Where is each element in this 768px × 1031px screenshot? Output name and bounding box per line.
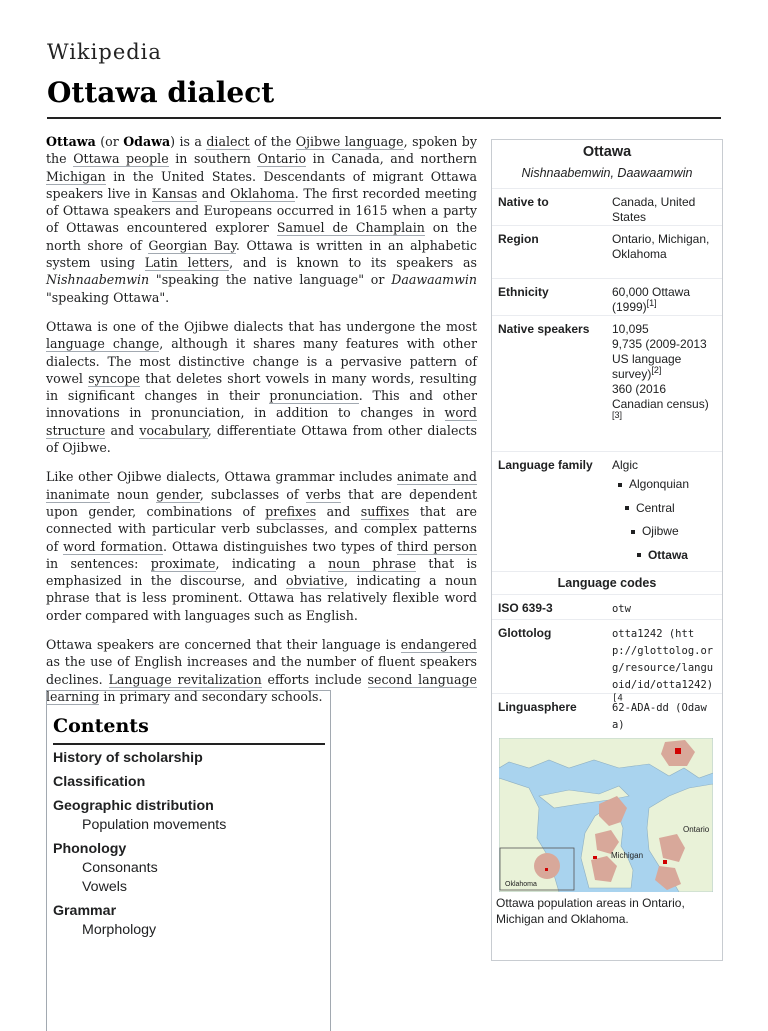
speakers-us [612, 337, 718, 382]
paragraph-grammar: Like other Ojibwe dialects, Ottawa grammar includes animate and inanimate noun gender, subclasses of verbs that are dependent upon gender, combinations of prefixes and suffixes that are connected with particular verb subclasses, and complex patterns of word formation. Ottawa distinguishes two types of third person in sentences: proximate, indicating a noun phrase that is emphasized in the discourse, and obviative, indicating a noun phrase that is less prominent. Ottawa has relatively flexible word order compared with languages such as English. [46, 469, 478, 623]
page-title: Ottawa dialect [47, 76, 275, 109]
article-link[interactable]: suffixes [360, 503, 410, 519]
infobox-row-glottolog [492, 620, 722, 704]
article-link[interactable]: obviative [286, 573, 344, 589]
paragraph-intro: Ottawa (or Odawa) is a dialect of the Ojibwe language, spoken by the Ottawa people in southern Ontario in Canada, and northern Michigan in the United States. Descendants of migrant Ottawa speakers live in Kansas and Oklahoma. The first recorded meeting of Ottawa speakers and Europeans occurred in 1615 when a party of Ottawas encountered explorer Samuel de Champlain on the north shore of Georgian Bay. Ottawa is written in an alphabetic system using Latin letters, and is known to its speakers as Nishnaabemwin "speaking the native language" or Daawaamwin "speaking Ottawa". [46, 134, 478, 305]
map-label-michigan: Michigan [611, 851, 644, 860]
article-link[interactable]: third person [397, 538, 478, 554]
family-tree-item[interactable] [612, 520, 718, 544]
toc-item[interactable]: Geographic distribution [53, 798, 214, 814]
map-caption: Ottawa population areas in Ontario, Michigan and Oklahoma. [496, 896, 685, 926]
article-link[interactable]: gender [156, 486, 200, 502]
language-codes-header: Language codes [492, 572, 722, 595]
article-link[interactable]: endangered [400, 637, 477, 653]
article-link[interactable]: word formation [63, 538, 164, 554]
infobox-label: ISO 639-3 [498, 601, 553, 615]
speakers-canada-text: 360 (2016 Canadian census) [611, 382, 709, 411]
map-label-ontario: Ontario [683, 825, 710, 834]
article-link[interactable]: noun phrase [328, 555, 417, 571]
infobox-label: Linguasphere [498, 700, 577, 714]
family-tree [612, 473, 718, 567]
infobox-label: Native to [498, 195, 549, 209]
speaker-marker [545, 868, 548, 871]
infobox-row-native-speakers [492, 316, 722, 452]
article-link[interactable]: Language revitalization [108, 671, 262, 687]
infobox-value[interactable] [608, 620, 722, 704]
article-link[interactable]: Ojibwe language [295, 134, 404, 149]
infobox-row-iso [492, 595, 722, 620]
infobox-row-region [492, 226, 722, 279]
paragraph-language-change: Ottawa is one of the Ojibwe dialects that has undergone the most language change, although it shares many features with other dialects. The most distinctive change is a pervasive pattern of vowel syncope that deletes short vowels in many words, resulting in significant changes in their pronunciation. This and other innovations in pronunciation, in addition to changes in word structure and vocabulary, differentiate Ottawa from other dialects of Ojibwe. [46, 318, 477, 456]
glottolog-text[interactable]: otta1242 (http://glottolog.org/resource/languoid/id/otta1242) [611, 628, 714, 691]
infobox-subtitle: Nishnaabemwin, Daawaamwin [492, 164, 722, 189]
article-link[interactable]: Oklahoma [230, 185, 295, 201]
reference-link[interactable]: [2] [651, 365, 662, 375]
article-link[interactable]: pronunciation [269, 388, 359, 404]
infobox-value [608, 316, 722, 451]
wikipedia-logo[interactable]: Wikipedia [47, 40, 162, 64]
reference-link[interactable]: [3] [611, 410, 622, 420]
toc-divider [53, 743, 325, 745]
article-link[interactable]: vocabulary [139, 422, 208, 438]
reference-link[interactable]: [1] [646, 298, 657, 308]
infobox-value: 62-ADA-dd (Odawa) [611, 702, 707, 731]
article-link[interactable]: language change [46, 336, 160, 352]
infobox-title: Ottawa [582, 144, 632, 160]
population-map[interactable] [499, 738, 713, 892]
infobox-row-native-to [492, 189, 722, 226]
infobox-value [608, 279, 722, 315]
family-tree-label[interactable]: Ojibwe [641, 524, 679, 538]
infobox-row-linguasphere [492, 694, 722, 736]
map-label-oklahoma: Oklahoma [505, 881, 537, 888]
family-tree-item[interactable] [612, 497, 718, 521]
toc-item[interactable]: Classification [53, 774, 146, 790]
infobox-row-language-family [492, 452, 722, 572]
article-link[interactable]: Latin letters [144, 255, 230, 271]
article-body [46, 133, 477, 717]
infobox-row-ethnicity [492, 279, 722, 316]
toc-item[interactable]: Phonology [53, 841, 127, 857]
article-link[interactable]: Ottawa people [73, 151, 169, 167]
speaker-area [534, 853, 560, 879]
article-link[interactable]: Ontario [257, 151, 307, 167]
toc-item[interactable]: Grammar [53, 903, 117, 919]
article-link[interactable]: proximate [150, 555, 216, 571]
speaker-marker [593, 856, 597, 859]
article-link[interactable]: verbs [305, 486, 341, 502]
speaker-marker [663, 860, 667, 864]
infobox-value[interactable]: Canada, United States [611, 195, 696, 224]
article-link[interactable]: dialect [206, 134, 250, 149]
reference-link[interactable]: [4 [611, 693, 623, 704]
article-link[interactable]: prefixes [265, 503, 317, 519]
article-link[interactable]: animate and inanimate [46, 469, 477, 502]
infobox-value[interactable]: Ontario, Michigan, Oklahoma [611, 232, 710, 261]
toc-item[interactable]: History of scholarship [53, 750, 203, 766]
family-tree-item[interactable] [612, 473, 718, 497]
family-tree-item [612, 544, 718, 568]
article-link[interactable]: word structure [46, 405, 477, 438]
article-link[interactable]: syncope [88, 370, 140, 386]
bullet-icon [625, 506, 629, 510]
article-link[interactable]: second language learning [46, 671, 477, 704]
infobox [491, 139, 723, 961]
toc-subitem[interactable]: Vowels [82, 879, 127, 895]
infobox-label: Language family [498, 458, 593, 472]
ethnicity-text: 60,000 Ottawa (1999) [611, 285, 691, 314]
bold-term: Odawa [123, 134, 171, 149]
infobox-label: Native speakers [498, 322, 590, 336]
family-root[interactable]: Algic [611, 458, 638, 472]
bold-term: Ottawa [46, 134, 96, 149]
article-link[interactable]: Samuel de Champlain [276, 220, 425, 236]
speaker-marker [675, 748, 681, 754]
family-tree-label: Ottawa [647, 547, 688, 562]
table-of-contents [46, 690, 331, 1031]
italic-term: Daawaamwin [391, 272, 477, 288]
speakers-total: 10,095 [611, 322, 649, 336]
family-tree-label[interactable]: Central [635, 500, 675, 515]
toc-subitem[interactable]: Population movements [82, 817, 227, 833]
infobox-value [608, 452, 722, 571]
family-tree-label[interactable]: Algonquian [628, 477, 690, 491]
article-link[interactable]: Kansas [151, 185, 198, 201]
article-link[interactable]: Michigan [46, 168, 106, 184]
title-divider [47, 117, 721, 119]
bullet-icon [637, 553, 641, 557]
infobox-label: Region [498, 232, 539, 246]
article-link[interactable]: Georgian Bay [148, 237, 236, 253]
toc-subitem[interactable]: Morphology [82, 922, 157, 938]
bullet-icon [631, 530, 635, 534]
speakers-us-text: 9,735 (2009-2013 US language survey) [611, 337, 707, 381]
bullet-icon [618, 483, 622, 487]
paragraph-endangered: Ottawa speakers are concerned that their language is endangered as the use of English increases and the number of fluent speakers declines. Language revitalization efforts include second language learning in primary and secondary schools. [46, 637, 477, 704]
infobox-value[interactable]: otw [611, 603, 631, 615]
infobox-label: Glottolog [498, 626, 552, 640]
infobox-label: Ethnicity [498, 285, 549, 299]
toc-subitem[interactable]: Consonants [82, 860, 158, 876]
speakers-canada [612, 382, 718, 427]
toc-list [53, 749, 325, 940]
toc-title: Contents [53, 715, 149, 737]
italic-term: Nishnaabemwin [46, 272, 150, 288]
